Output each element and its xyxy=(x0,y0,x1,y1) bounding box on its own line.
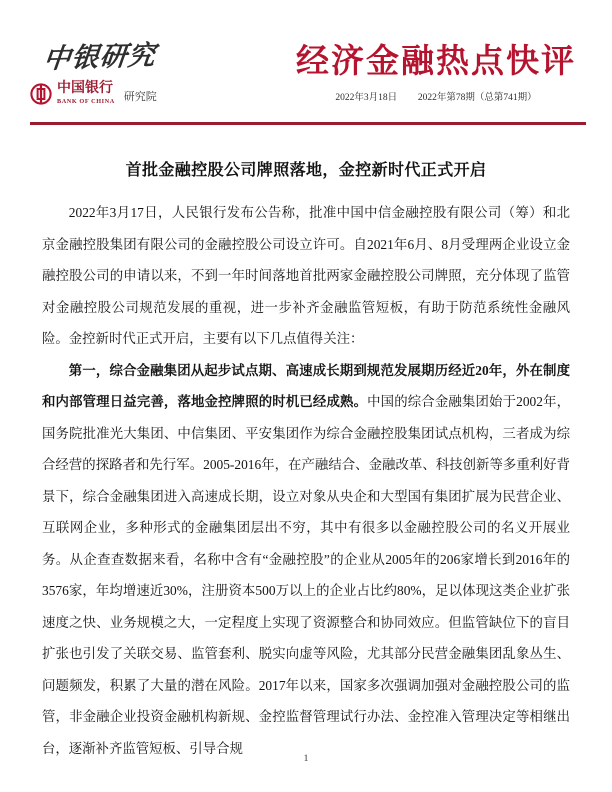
publication-title: 经济金融热点快评 xyxy=(296,44,576,80)
institute-label: 研究院 xyxy=(123,90,157,103)
bank-name-en: BANK OF CHINA xyxy=(57,97,115,105)
publication-meta xyxy=(286,89,586,103)
page-title: 首批金融控股公司牌照落地，金控新时代正式开启 xyxy=(125,162,487,179)
publication-header xyxy=(286,44,586,103)
page-number: 1 xyxy=(303,754,309,764)
publication-date: 2022年3月18日 xyxy=(335,93,398,104)
paragraph-2-body: 中国的综合金融集团始于2002年，国务院批准光大集团、中信集团、平安集团作为综合金融控股集团试点机构，三者成为综合经营的探路者和先行军。2005-2016年，在产融结合、金融改革、科技创新等多重利好背景下，综合金融集团进入高速成长期，设立对象从央企和大型国有集团扩展为民营企业、互联网企业，多种形式的金融集团层出不穷，其中有很多以金融控股公司的名义开展业务。从企查查数据来看，名称中含有“金融控股”的企业从2005年的206家增长到2016年的3576家，年均增速近30%，注册资本500万以上的企业占比约80%，足以体现这类企业扩张速度之快、业务规模之大，一定程度上实现了资源整合和协同效应。但监管缺位下的盲目扩张也引发了关联交易、监管套利、脱实向虚等风险，尤其部分民营金融集团乱象丛生、问题频发，积累了大量的潜在风险。2017年以来，国家多次强调加强对金融控股公司的监管，非金融企业投资金融机构新规、金控监督管理试行办法、金控准入管理决定等相继出台，逐渐补齐监管短板、引导合规 xyxy=(42,394,571,756)
calligraphy-logo: 中银研究 xyxy=(41,40,158,75)
bank-of-china-logo-icon xyxy=(30,83,52,105)
header-divider xyxy=(30,122,586,125)
masthead xyxy=(0,0,612,105)
paragraph-1 xyxy=(42,197,570,355)
issue-info: 2022年第78期（总第741期） xyxy=(417,93,537,104)
document-body xyxy=(42,197,570,764)
brand-block xyxy=(30,40,230,105)
paragraph-2 xyxy=(42,355,570,765)
bank-names xyxy=(57,82,115,105)
paragraph-1-body: 2022年3月17日，人民银行发布公告称，批准中国中信金融控股有限公司（筹）和北京金融控股集团有限公司的金融控股公司设立许可。自2021年6月、8月受理两企业设立金融控股公司的申请以来，不到一年时间落地首批两家金融控股公司牌照，充分体现了监管对金融控股公司规范发展的重视，进一步补齐金融监管短板，有助于防范系统性金融风险。金控新时代正式开启，主要有以下几点值得关注： xyxy=(42,205,570,346)
paragraph-2-lead: 第一，综合金融集团从起步试点期、高速成长期到规范发展期历经近20年，外在制度和内部管理日益完善，落地金控牌照的时机已经成熟。 xyxy=(42,362,570,409)
bank-identity-row xyxy=(30,82,230,105)
bank-name-cn: 中国银行 xyxy=(57,81,113,96)
